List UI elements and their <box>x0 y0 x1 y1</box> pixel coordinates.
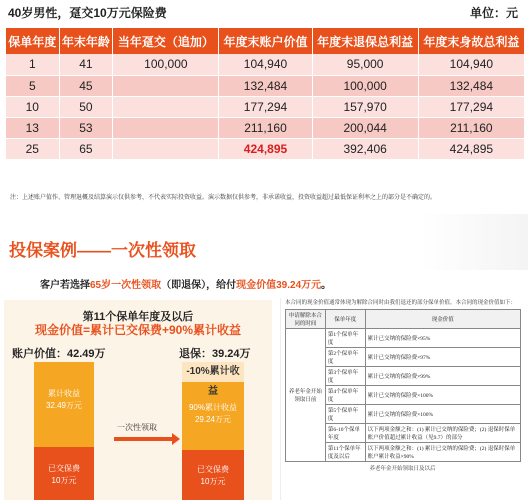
case-description <box>40 276 331 291</box>
group-label: 养老年金开始领取日前 <box>286 329 326 462</box>
table-cell: 200,044 <box>312 117 418 138</box>
table-cell: 第5个保单年度 <box>325 405 365 424</box>
segment-value: 10万元 <box>51 476 77 485</box>
table-header-row <box>6 28 525 54</box>
table-header-line <box>0 0 528 24</box>
table-cell <box>113 75 219 96</box>
table-cell: 1 <box>6 54 59 75</box>
table-cell: 132,484 <box>219 75 312 96</box>
table-row <box>286 329 521 348</box>
cash-value-table <box>285 309 521 462</box>
column-header: 当年趸交（追加） <box>113 28 219 54</box>
case-title: 40岁男性，趸交10万元保险费 <box>8 5 167 20</box>
table-cell <box>113 138 219 159</box>
column-header: 申请解除本合同的时间 <box>286 310 326 329</box>
table-cell: 41 <box>59 54 113 75</box>
table-cell: 392,406 <box>312 138 418 159</box>
table-cell: 以下两项金额之和：(1) 累计已交纳的保险费；(2) 退保时保单账户价值超过累计收益（见9.7）的部分 <box>365 424 520 443</box>
account-value-label: 账户价值：42.49万 <box>12 348 106 360</box>
table-cell: 5 <box>6 75 59 96</box>
segment-value: 10万元 <box>200 477 226 486</box>
table-cell <box>113 96 219 117</box>
column-header: 保单年度 <box>6 28 59 54</box>
table-cell: 累计已交纳的保险费×100% <box>365 386 520 405</box>
table-header-row <box>286 310 521 329</box>
segment-label: 已交保费 <box>48 464 80 473</box>
bar-segment-deduction: -10%累计收益 <box>182 362 244 382</box>
table-cell: 13 <box>6 117 59 138</box>
table-cell: 132,484 <box>418 75 524 96</box>
table-row <box>6 117 525 138</box>
column-header: 现金价值 <box>365 310 520 329</box>
table-cell: 157,970 <box>312 96 418 117</box>
table-cell: 以下两项金额之和：(1) 累计已交纳的保险费；(2) 退保时保单账户累计收益×90% <box>365 443 520 462</box>
table-cell: 100,000 <box>113 54 219 75</box>
table-cell: 211,160 <box>219 117 312 138</box>
table-row <box>6 138 525 159</box>
arrow-label: 一次性领取 <box>117 423 157 432</box>
table-cell: 第3个保单年度 <box>325 367 365 386</box>
account-value-bar <box>34 362 94 500</box>
table-cell: 65 <box>59 138 113 159</box>
description-highlight: 现金价值39.24万元 <box>236 280 322 291</box>
table-cell: 100,000 <box>312 75 418 96</box>
column-header: 年末年龄 <box>59 28 113 54</box>
description-highlight: 65岁一次性领取 <box>90 280 162 291</box>
section-title: 投保案例——一次性领取 <box>9 241 196 260</box>
table-cell: 第6-10个保单年度 <box>325 424 365 443</box>
table-cell: 第1个保单年度 <box>325 329 365 348</box>
table-cell: 45 <box>59 75 113 96</box>
contract-excerpt <box>280 298 524 500</box>
table-cell: 第11个保单年度及以后 <box>325 443 365 462</box>
table-cell: 177,294 <box>418 96 524 117</box>
table-cell: 177,294 <box>219 96 312 117</box>
highlighted-account-value: 424,895 <box>219 138 312 159</box>
table-cell: 10 <box>6 96 59 117</box>
table-row <box>6 96 525 117</box>
segment-value: 29.24万元 <box>194 415 232 424</box>
contract-footer: 养老年金开始领取日及以后 <box>369 466 436 472</box>
column-header: 年度末账户价值 <box>219 28 312 54</box>
bar-segment-paid <box>34 447 94 500</box>
bar-segment-gain <box>34 362 94 447</box>
column-header: 年度末身故总利益 <box>418 28 524 54</box>
table-cell: 累计已交纳的保险费×100% <box>365 405 520 424</box>
unit-label: 单位：元 <box>469 5 518 20</box>
cash-value-infographic <box>4 300 272 500</box>
disclaimer-note: 注：上述账户值作、管理退概及结算演示仅供参考，不代表实际投资收益。演示数据仅供参考，非承诺收益，投资收益超过最低保证利率之上的部分是不确定的。 <box>10 195 437 201</box>
column-header: 年度末退保总利益 <box>312 28 418 54</box>
segment-label: 已交保费 <box>197 465 229 474</box>
table-cell: 211,160 <box>418 117 524 138</box>
table-cell: 第4个保单年度 <box>325 386 365 405</box>
decorative-background <box>420 214 528 270</box>
description-text: （即退保），给付 <box>161 280 237 291</box>
table-cell: 53 <box>59 117 113 138</box>
table-cell: 累计已交纳的保险费×97% <box>365 348 520 367</box>
segment-label: 90%累计收益 <box>188 403 237 412</box>
benefit-table <box>6 28 525 160</box>
segment-label: 累计收益 <box>48 389 80 398</box>
surrender-value-label: 退保：39.24万 <box>179 348 251 360</box>
contract-intro: 本合同的现金价值通常体现为解除合同时由我们退还的部分保单价值。本合同的现金价值如下： <box>285 300 517 306</box>
description-text: 。 <box>321 280 332 291</box>
table-cell: 50 <box>59 96 113 117</box>
table-cell: 424,895 <box>418 138 524 159</box>
table-cell: 104,940 <box>219 54 312 75</box>
infographic-title: 第11个保单年度及以后 <box>82 311 194 323</box>
table-row <box>6 75 525 96</box>
surrender-value-bar <box>182 362 244 500</box>
infographic-formula: 现金价值=累计已交保费+90%累计收益 <box>34 323 242 337</box>
table-cell: 25 <box>6 138 59 159</box>
description-text: 客户若选择 <box>40 280 90 291</box>
table-cell: 累计已交纳的保险费×99% <box>365 367 520 386</box>
table-cell: 累计已交纳的保险费×95% <box>365 329 520 348</box>
table-cell: 第2个保单年度 <box>325 348 365 367</box>
bar-segment-paid <box>182 450 244 500</box>
table-cell: 95,000 <box>312 54 418 75</box>
segment-value: 32.49万元 <box>45 401 83 410</box>
right-arrow-icon <box>114 437 174 441</box>
table-cell: 104,940 <box>418 54 524 75</box>
column-header: 保单年度 <box>325 310 365 329</box>
table-row <box>6 54 525 75</box>
table-cell <box>113 117 219 138</box>
